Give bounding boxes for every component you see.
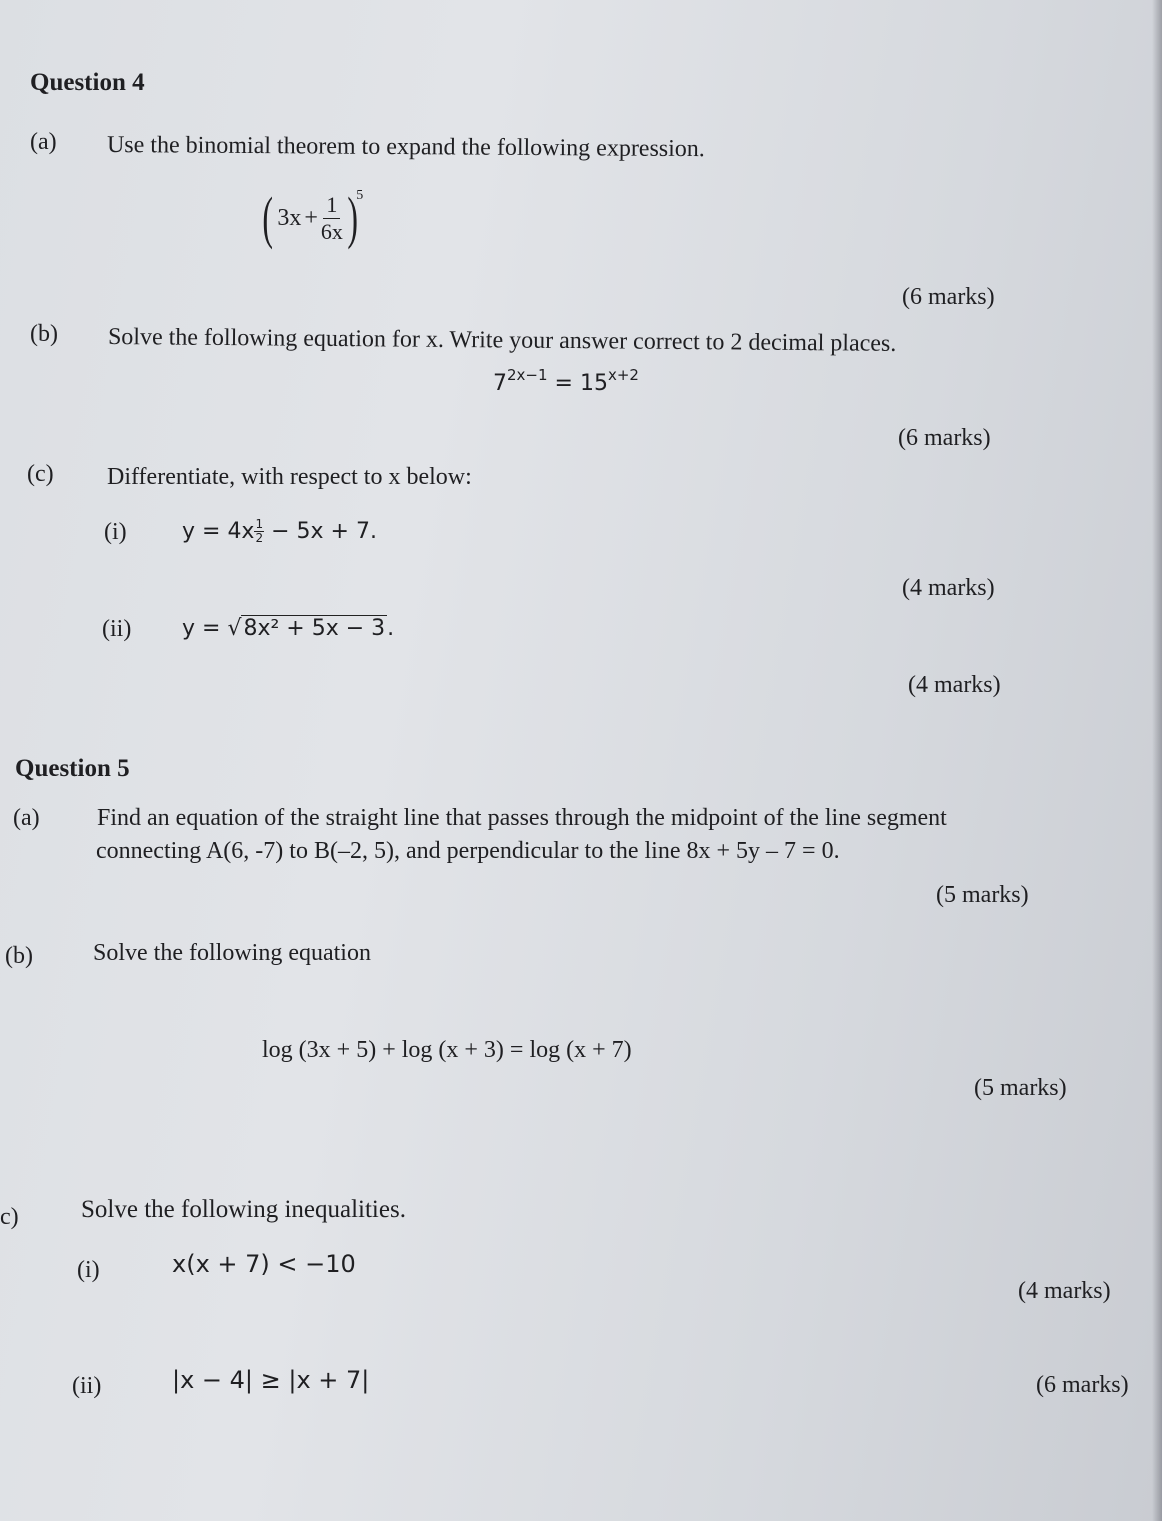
q5a-marks: (5 marks)	[936, 882, 1029, 908]
question-5-heading: Question 5	[15, 755, 130, 782]
q5c-i-marks: (4 marks)	[1018, 1278, 1111, 1304]
q4c-i-marks: (4 marks)	[902, 575, 995, 601]
q5b-marks: (5 marks)	[974, 1075, 1067, 1101]
q5a-label: (a)	[13, 805, 40, 831]
q5b-equation: log (3x + 5) + log (x + 3) = log (x + 7)	[262, 1037, 632, 1063]
q4c-ii-marks: (4 marks)	[908, 672, 1001, 698]
q4b-marks: (6 marks)	[898, 425, 991, 451]
q4c-i-label: (i)	[104, 519, 127, 545]
q5c-i-label: (i)	[77, 1257, 100, 1283]
q4b-text: Solve the following equation for x. Write your answer correct to 2 decimal places.	[107, 324, 897, 357]
q4c-ii-label: (ii)	[102, 616, 132, 642]
q4a-label: (a)	[30, 129, 57, 155]
q5a-text-line1: Find an equation of the straight line that passes through the midpoint of the line segment	[97, 805, 947, 831]
q4c-i-equation: y = 4x $\frac{1}{2}$ − 5x + 7.	[182, 517, 377, 545]
q5c-text: Solve the following inequalities.	[81, 1196, 406, 1223]
q5c-ii-label: (ii)	[72, 1373, 102, 1399]
q5c-i-inequality: x(x + 7) < −10	[172, 1250, 356, 1278]
question-4-heading: Question 4	[30, 69, 145, 96]
page-edge-shadow	[1152, 0, 1162, 1521]
q4c-ii-equation: y = √8x² + 5x − 3.	[182, 616, 395, 641]
q4c-label: (c)	[27, 461, 54, 487]
q4c-text: Differentiate, with respect to x below:	[107, 464, 472, 490]
q5b-label: (b)	[5, 943, 33, 969]
q5c-ii-inequality: |x − 4| ≥ |x + 7|	[172, 1366, 370, 1394]
q4a-binomial-expression: ( 3x + $\frac{1}{6x}$ ) 5	[262, 185, 364, 250]
q4b-label: (b)	[30, 321, 58, 347]
q5c-label: c)	[0, 1204, 19, 1230]
q5a-text-line2: connecting A(6, -7) to B(–2, 5), and perpendicular to the line 8x + 5y – 7 = 0.	[96, 838, 840, 864]
q4a-text: Use the binomial theorem to expand the following expression.	[106, 132, 705, 163]
q5b-text: Solve the following equation	[93, 940, 371, 966]
q5c-ii-marks: (6 marks)	[1036, 1372, 1129, 1398]
q4b-equation: $7^{2x-1} = 15^{x+2}$	[493, 366, 639, 396]
q4a-marks: (6 marks)	[902, 284, 995, 310]
